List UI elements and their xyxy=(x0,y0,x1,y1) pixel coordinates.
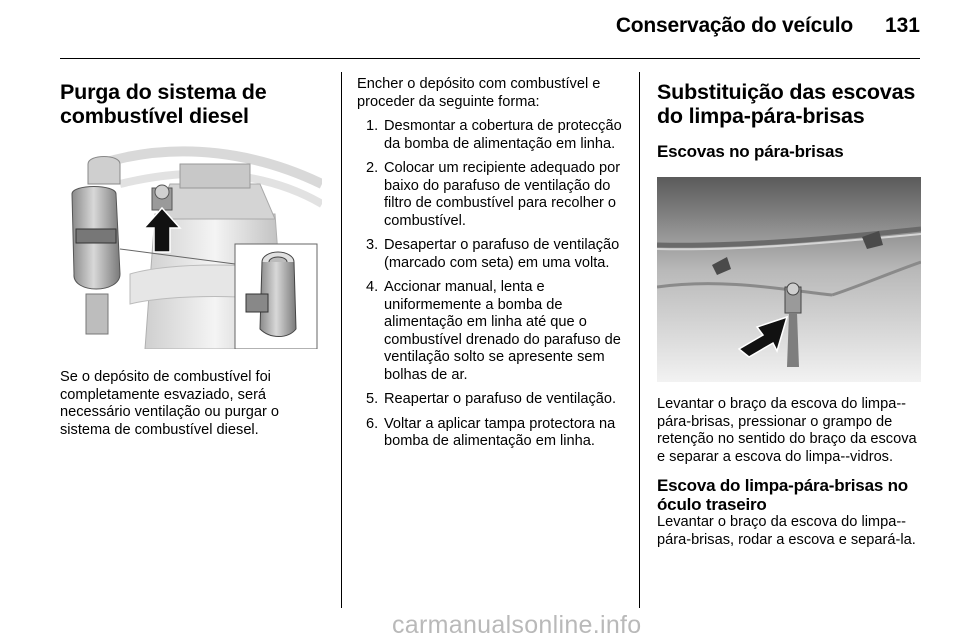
column-fuel-purge xyxy=(60,80,322,439)
list-item: 6. Voltar a aplicar tampa protectora na bomba de alimentação em linha. xyxy=(366,415,616,449)
list-item: 5. Reapertar o parafuso de ventilação. xyxy=(366,391,617,407)
subheading-windscreen-blades: Escovas no pára-brisas xyxy=(657,142,844,161)
section-heading-wiper-blades: Substituição das escovas do limpa-pára-brisas xyxy=(657,80,916,128)
running-header-title: Conservação do veículo xyxy=(615,14,853,37)
watermark: carmanualsonline.info xyxy=(392,611,642,639)
list-item: 4. Accionar manual, lenta e uniformemente a bomba de alimentação em linha até que o combustível drenado do parafuso de ventilação solto se apresente sem bolhas de ar. xyxy=(366,279,621,383)
column-divider-1 xyxy=(341,72,342,608)
windscreen-blades-paragraph: Levantar o braço da escova do limpa--pára-brisas, pressionar o grampo de retenção no sentido do braço da escova e separar a escova do limpa--vidros. xyxy=(657,396,917,465)
column-wiper-blades xyxy=(657,80,922,549)
column-divider-2 xyxy=(639,72,640,608)
purge-steps-list xyxy=(357,118,625,451)
column-purge-steps xyxy=(357,76,625,451)
section-heading-fuel-purge: Purga do sistema de combustível diesel xyxy=(60,80,267,128)
wiper-blade-illustration xyxy=(657,177,921,382)
header-divider xyxy=(60,58,920,59)
fuel-filter-illustration xyxy=(60,144,322,349)
subheading-rear-window-blade: Escova do limpa-pára-brisas no óculo traseiro xyxy=(657,476,908,514)
list-item: 1. Desmontar a cobertura de protecção da bomba de alimentação em linha. xyxy=(366,118,622,152)
list-item: 2. Colocar um recipiente adequado por baixo do parafuso de ventilação do filtro de combustível para recolher o combustível. xyxy=(366,160,621,229)
fuel-purge-paragraph: Se o depósito de combustível foi completamente esvaziado, será necessário ventilação ou purgar o sistema de combustível diesel. xyxy=(60,369,280,438)
page-number: 131 xyxy=(884,14,920,37)
rear-window-blade-paragraph: Levantar o braço da escova do limpa--pára-brisas, rodar a escova e separá-la. xyxy=(657,514,916,548)
steps-intro: Encher o depósito com combustível e proceder da seguinte forma: xyxy=(357,76,601,110)
list-item: 3. Desapertar o parafuso de ventilação (marcado com seta) em uma volta. xyxy=(366,237,620,271)
